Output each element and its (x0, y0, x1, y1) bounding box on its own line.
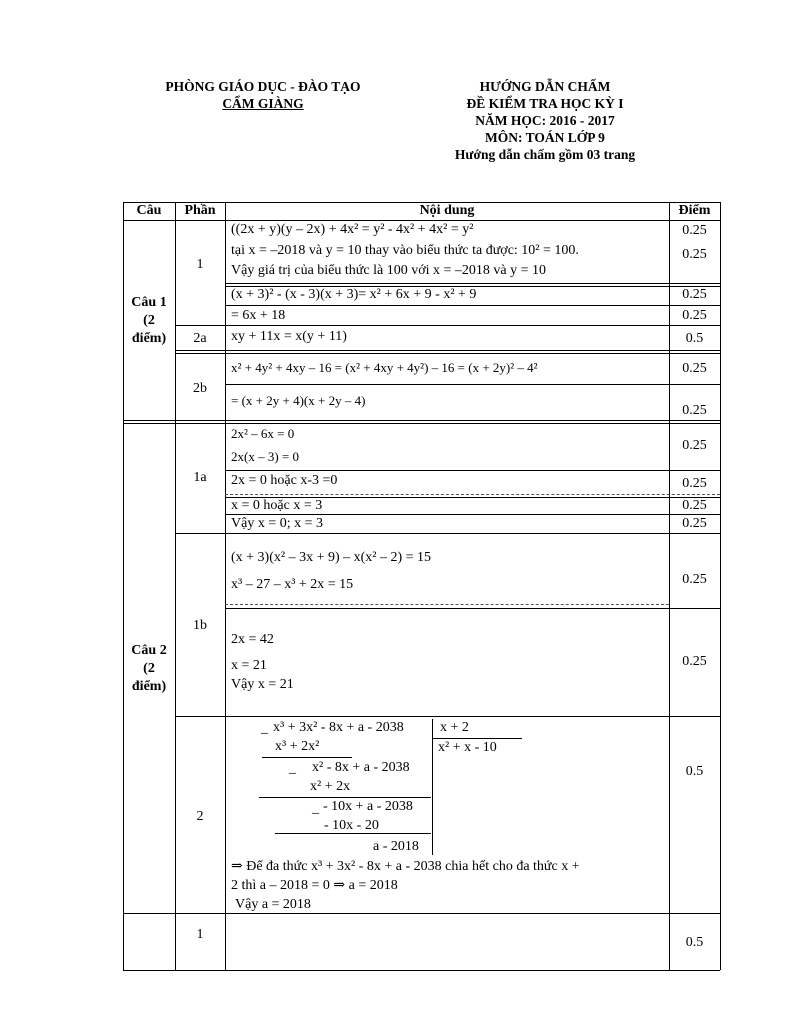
score: 0.5 (685, 331, 704, 346)
score: 0.25 (682, 476, 707, 491)
answer-line: Vậy x = 0; x = 3 (231, 516, 324, 531)
answer-line: (x + 3)² - (x - 3)(x + 3)= x² + 6x + 9 - x² + 9 (231, 287, 477, 302)
remainder-step: x² - 8x + a - 2038 (312, 760, 410, 775)
subject: MÔN: TOÁN LỚP 9 (485, 130, 605, 145)
subtrahend: x³ + 2x² (275, 739, 320, 754)
doc-title: HƯỚNG DẪN CHẤM (479, 79, 611, 94)
question-2-label: Câu 2 (2 điểm) (131, 643, 167, 694)
minus-sign: _ (312, 801, 319, 816)
score: 0.25 (682, 287, 707, 302)
school-year: NĂM HỌC: 2016 - 2017 (475, 113, 615, 128)
answer-line: x³ – 27 – x³ + 2x = 15 (231, 577, 354, 592)
answer-line: 2 thì a – 2018 = 0 ⇒ a = 2018 (231, 878, 398, 893)
col-header-cau: Câu (136, 203, 162, 218)
part-label: 1 (196, 257, 204, 272)
answer-line: x = 21 (231, 658, 267, 673)
answer-line: x = 0 hoặc x = 3 (231, 498, 323, 513)
answer-line: Vậy x = 21 (231, 677, 294, 692)
answer-line: = 6x + 18 (231, 308, 286, 323)
score: 0.25 (682, 572, 707, 587)
score: 0.25 (682, 438, 707, 453)
part-label: 1 (196, 927, 204, 942)
answer-line: (x + 3)(x² – 3x + 9) – x(x² – 2) = 15 (231, 550, 432, 565)
remainder-step: - 10x + a - 2038 (323, 799, 413, 814)
page-count: Hướng dẫn chấm gồm 03 trang (454, 147, 636, 162)
part-label: 1a (193, 470, 207, 485)
minus-sign: _ (261, 721, 268, 736)
part-label: 2 (196, 809, 204, 824)
score: 0.25 (682, 361, 707, 376)
district-name: CẨM GIÀNG (222, 96, 304, 111)
col-header-noidung: Nội dung (419, 203, 475, 218)
score: 0.25 (682, 498, 707, 513)
answer-line: Vậy a = 2018 (235, 897, 311, 912)
answer-line: Vậy giá trị của biểu thức là 100 với x = –2018 và y = 10 (231, 263, 546, 278)
subtrahend: - 10x - 20 (324, 818, 379, 833)
quotient: x² + x - 10 (438, 740, 497, 755)
answer-line: 2x = 42 (231, 632, 274, 647)
answer-line: tại x = –2018 và y = 10 thay vào biểu thức ta được: 10² = 100. (231, 243, 579, 258)
question-1-label: Câu 1 (2 điểm) (131, 295, 167, 346)
answer-line: 2x² – 6x = 0 (231, 426, 295, 441)
answer-line: xy + 11x = x(y + 11) (231, 329, 347, 344)
answer-line: x² + 4y² + 4xy – 16 = (x² + 4xy + 4y²) – 16 = (x + 2y)² – 4² (231, 360, 538, 375)
answer-line: 2x(x – 3) = 0 (231, 449, 299, 464)
answer-line: 2x = 0 hoặc x-3 =0 (231, 473, 338, 488)
divisor: x + 2 (440, 720, 469, 735)
header-right (420, 78, 670, 163)
part-label: 2b (193, 381, 207, 396)
score: 0.25 (682, 654, 707, 669)
score: 0.25 (682, 247, 707, 262)
answer-line: ((2x + y)(y – 2x) + 4x² = y² - 4x² + 4x² = y² (231, 222, 474, 237)
col-header-phan: Phần (184, 203, 216, 218)
exam-name: ĐỀ KIỂM TRA HỌC KỲ I (466, 96, 624, 111)
dividend: x³ + 3x² - 8x + a - 2038 (273, 720, 404, 735)
minus-sign: _ (289, 761, 296, 776)
part-label: 1b (193, 618, 207, 633)
final-remainder: a - 2018 (373, 839, 419, 854)
answer-line: ⇒ Để đa thức x³ + 3x² - 8x + a - 2038 chia hết cho đa thức x + (231, 859, 580, 874)
score: 0.5 (685, 764, 704, 779)
score: 0.25 (682, 223, 707, 238)
answer-line: = (x + 2y + 4)(x + 2y – 4) (231, 393, 366, 408)
part-label: 2a (193, 331, 207, 346)
col-header-diem: Điểm (678, 203, 711, 218)
score: 0.5 (685, 935, 704, 950)
score: 0.25 (682, 516, 707, 531)
header-left (148, 78, 378, 112)
score: 0.25 (682, 308, 707, 323)
score: 0.25 (682, 403, 707, 418)
department-name: PHÒNG GIÁO DỤC - ĐÀO TẠO (165, 79, 361, 94)
subtrahend: x² + 2x (310, 779, 351, 794)
